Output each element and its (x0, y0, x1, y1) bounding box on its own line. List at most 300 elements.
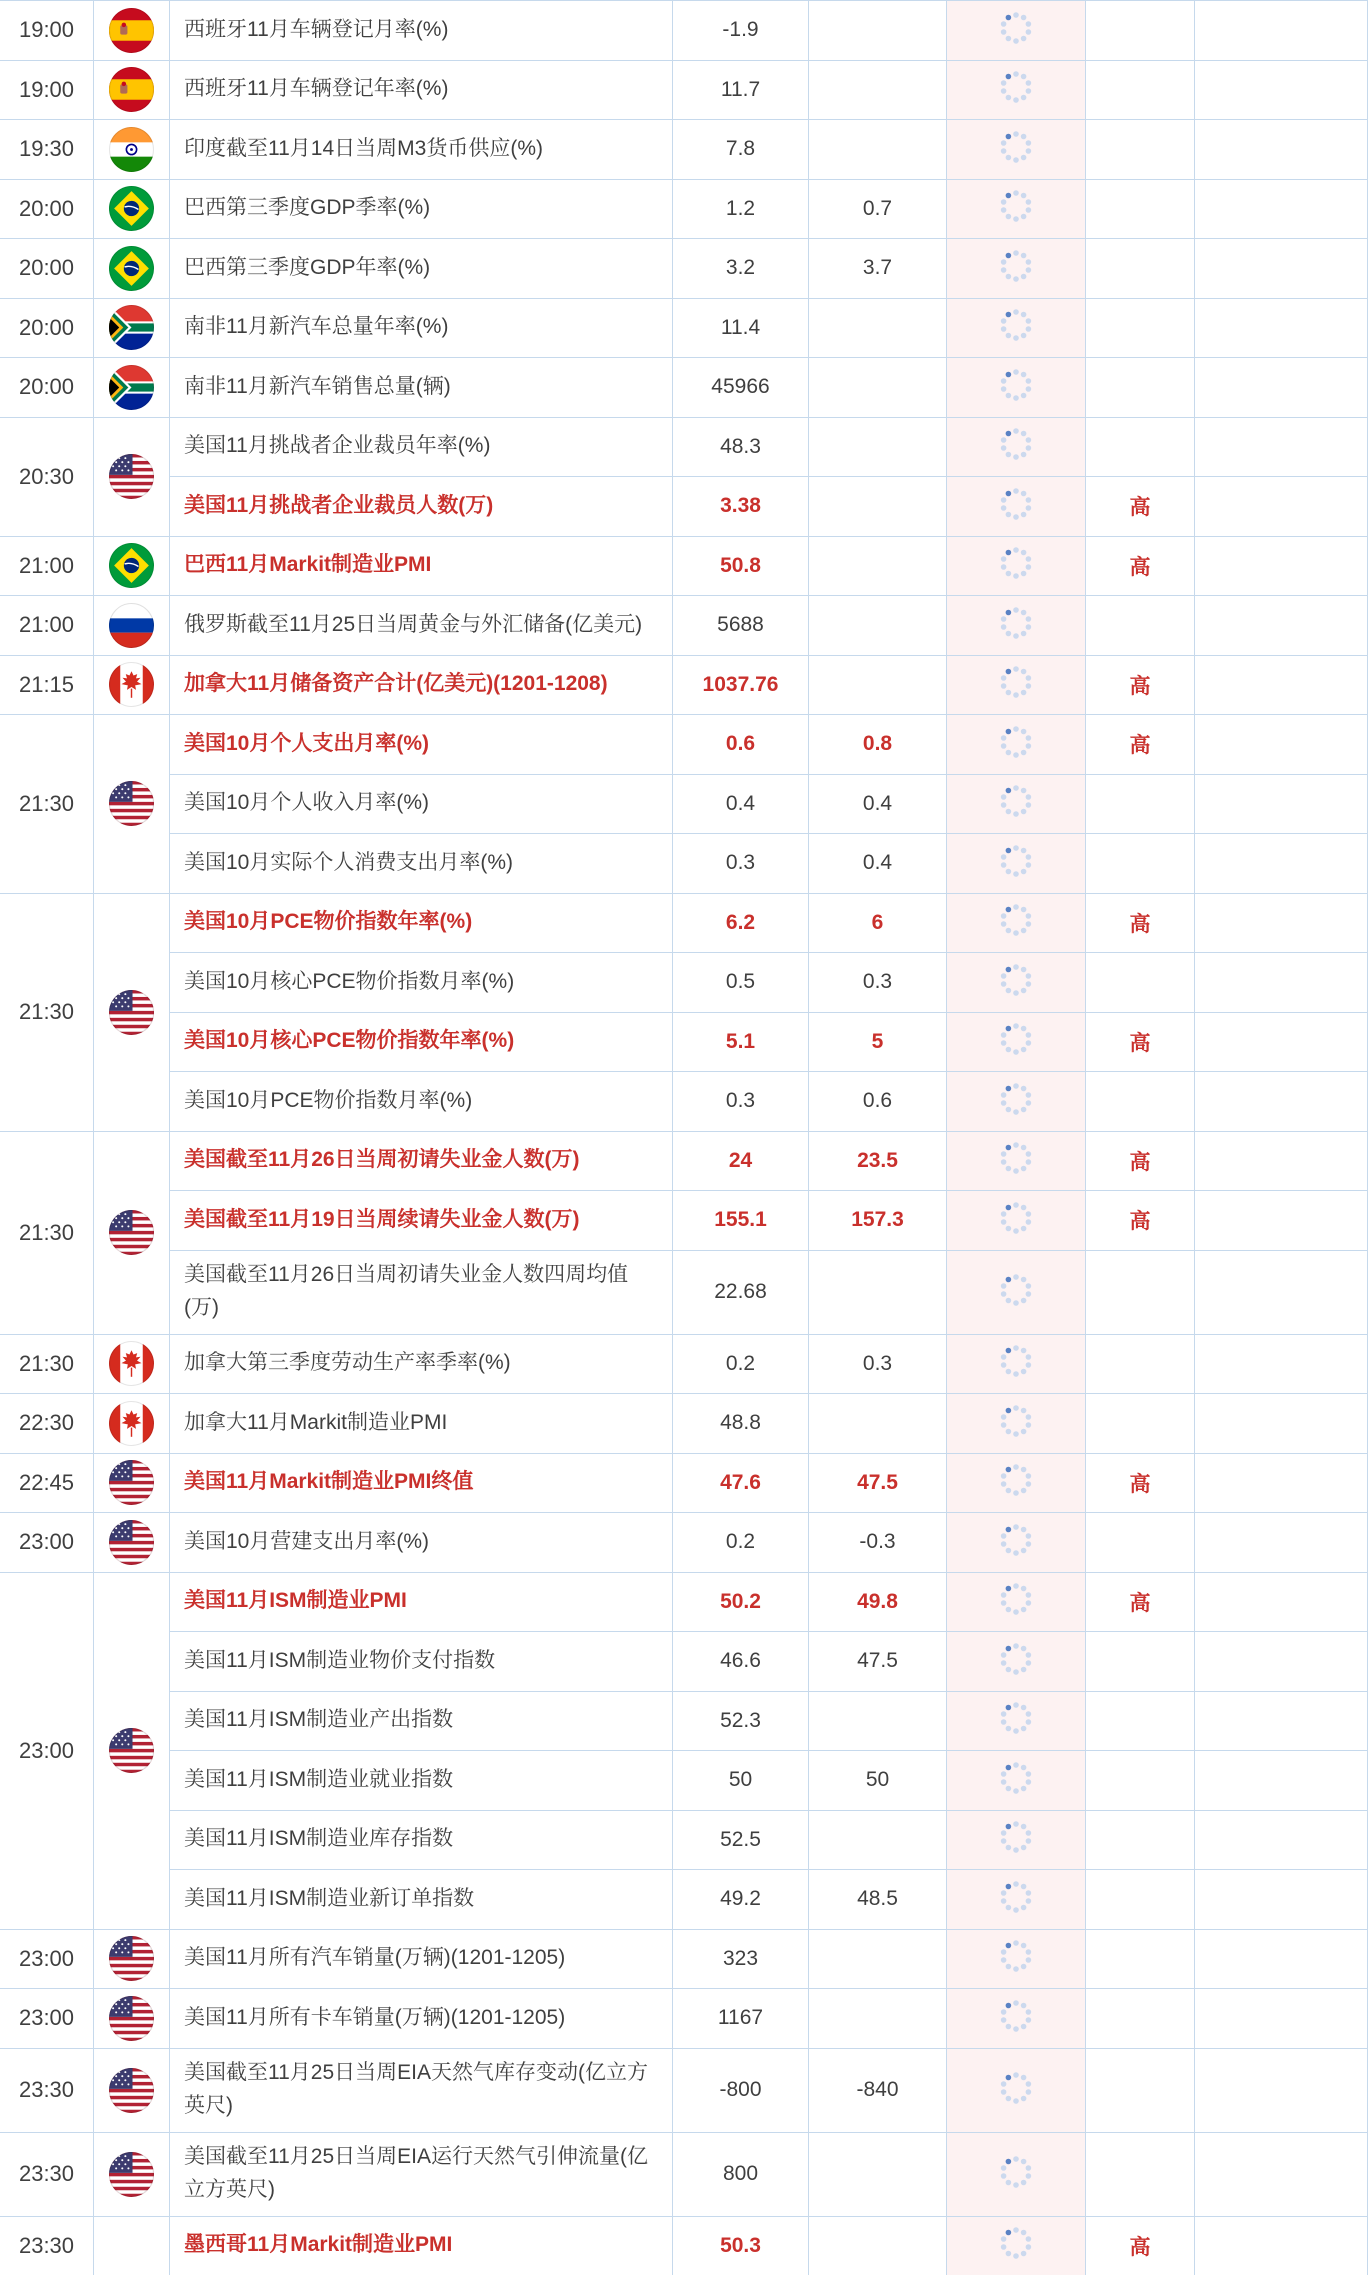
event-rows (169, 1335, 1368, 1394)
loading-spinner-icon (996, 1698, 1036, 1743)
event-name (170, 1870, 672, 1929)
actual-value (672, 596, 808, 655)
event-name-text: 巴西11月Markit制造业PMI (184, 549, 431, 582)
event-rows (169, 1132, 1368, 1334)
event-row (170, 2133, 1368, 2216)
event-rows (169, 61, 1368, 120)
loading-spinner-icon (996, 781, 1036, 826)
event-rows (169, 1989, 1368, 2048)
event-group (0, 2216, 1368, 2275)
spinner-cell (946, 1013, 1085, 1072)
spinner-cell (946, 537, 1085, 596)
event-name-text: 美国10月核心PCE物价指数月率(%) (184, 966, 514, 999)
actual-value-text: 11.7 (721, 78, 760, 102)
event-name (170, 180, 672, 239)
importance-cell (1085, 1191, 1194, 1250)
forecast-value-text: 0.4 (863, 792, 892, 816)
event-name-text: 加拿大11月Markit制造业PMI (184, 1407, 447, 1440)
actual-value-text: 5.1 (726, 1030, 755, 1054)
event-row (170, 1631, 1368, 1691)
actual-value (672, 2217, 808, 2275)
forecast-value (808, 1930, 946, 1989)
event-name-text: 西班牙11月车辆登记年率(%) (184, 73, 448, 106)
event-group (0, 595, 1368, 655)
importance-cell (1085, 1013, 1194, 1072)
event-group (0, 1393, 1368, 1453)
actual-value (672, 1632, 808, 1691)
forecast-value (808, 1072, 946, 1131)
event-rows (169, 894, 1368, 1131)
event-row (170, 1012, 1368, 1072)
time-cell: 22:30 (0, 1394, 93, 1453)
time-cell: 19:00 (0, 1, 93, 60)
event-row (170, 952, 1368, 1012)
forecast-value (808, 1751, 946, 1810)
forecast-value (808, 1, 946, 60)
actual-value (672, 894, 808, 953)
forecast-value (808, 656, 946, 715)
loading-spinner-icon (996, 1996, 1036, 2041)
actual-value (672, 1394, 808, 1453)
event-name (170, 715, 672, 774)
trailing-cell (1194, 1072, 1368, 1131)
event-name-text: 美国11月ISM制造业物价支付指数 (184, 1645, 495, 1678)
forecast-value (808, 358, 946, 417)
event-rows (169, 1573, 1368, 1929)
event-group (0, 536, 1368, 596)
event-name (170, 418, 672, 477)
flag-icon-brazil (109, 543, 154, 588)
importance-cell (1085, 180, 1194, 239)
event-rows (169, 299, 1368, 358)
loading-spinner-icon (996, 1460, 1036, 1505)
loading-spinner-icon (996, 900, 1036, 945)
event-group (0, 1988, 1368, 2048)
actual-value-text: 48.3 (720, 435, 761, 459)
event-name-text: 美国11月ISM制造业新订单指数 (184, 1883, 474, 1916)
time-cell: 20:00 (0, 239, 93, 298)
event-row (170, 1454, 1368, 1513)
forecast-value-text: 23.5 (857, 1149, 898, 1173)
forecast-value-text: 6 (872, 911, 884, 935)
forecast-value-text: 0.6 (863, 1089, 892, 1113)
trailing-cell (1194, 775, 1368, 834)
event-row (170, 1691, 1368, 1751)
event-name (170, 239, 672, 298)
flag-cell (93, 120, 169, 179)
forecast-value (808, 477, 946, 536)
event-name (170, 358, 672, 417)
flag-cell (93, 1989, 169, 2048)
forecast-value-text: 47.5 (857, 1649, 898, 1673)
event-name-text: 美国10月PCE物价指数年率(%) (184, 906, 472, 939)
actual-value-text: 47.6 (720, 1471, 761, 1495)
actual-value-text: 50.8 (720, 554, 761, 578)
importance-badge: 高 (1130, 2231, 1151, 2261)
actual-value-text: 1167 (718, 2006, 763, 2030)
actual-value-text: 323 (723, 1947, 758, 1971)
loading-spinner-icon (996, 424, 1036, 469)
actual-value (672, 715, 808, 774)
spinner-cell (946, 894, 1085, 953)
trailing-cell (1194, 2133, 1368, 2216)
flag-icon-us (109, 2068, 154, 2113)
loading-spinner-icon (996, 1138, 1036, 1183)
forecast-value (808, 299, 946, 358)
event-name (170, 1573, 672, 1632)
actual-value-text: 0.5 (726, 970, 755, 994)
flag-cell (93, 1335, 169, 1394)
actual-value-text: -800 (719, 2078, 761, 2102)
forecast-value-text: 0.3 (863, 970, 892, 994)
actual-value (672, 775, 808, 834)
importance-badge: 高 (1130, 1027, 1151, 1057)
event-name-text: 美国11月ISM制造业PMI (184, 1585, 407, 1618)
flag-cell (93, 656, 169, 715)
event-row (170, 1869, 1368, 1929)
loading-spinner-icon (996, 2152, 1036, 2197)
event-group (0, 893, 1368, 1131)
importance-cell (1085, 834, 1194, 893)
flag-icon-us (109, 1520, 154, 1565)
event-rows (169, 2049, 1368, 2132)
importance-cell (1085, 1, 1194, 60)
event-row (170, 120, 1368, 179)
actual-value (672, 1513, 808, 1572)
flag-cell (93, 2133, 169, 2216)
actual-value-text: 3.2 (726, 256, 755, 280)
actual-value-text: 50.3 (720, 2234, 761, 2258)
time-cell: 21:15 (0, 656, 93, 715)
event-name-text: 印度截至11月14日当周M3货币供应(%) (184, 133, 543, 166)
event-row (170, 61, 1368, 120)
spinner-cell (946, 1513, 1085, 1572)
spinner-cell (946, 1, 1085, 60)
importance-cell (1085, 1811, 1194, 1870)
flag-cell (93, 239, 169, 298)
trailing-cell (1194, 596, 1368, 655)
importance-cell (1085, 1930, 1194, 1989)
importance-cell (1085, 1692, 1194, 1751)
importance-cell (1085, 775, 1194, 834)
forecast-value-text: 0.7 (863, 197, 892, 221)
actual-value-text: 0.6 (726, 732, 755, 756)
importance-cell (1085, 299, 1194, 358)
loading-spinner-icon (996, 1758, 1036, 1803)
spinner-cell (946, 239, 1085, 298)
forecast-value (808, 1573, 946, 1632)
event-name-text: 美国11月所有卡车销量(万辆)(1201-1205) (184, 2002, 565, 2035)
importance-badge: 高 (1130, 491, 1151, 521)
event-name (170, 1191, 672, 1250)
forecast-value-text: -0.3 (859, 1530, 895, 1554)
trailing-cell (1194, 537, 1368, 596)
forecast-value (808, 1811, 946, 1870)
event-row (170, 833, 1368, 893)
time-cell: 19:00 (0, 61, 93, 120)
flag-cell (93, 299, 169, 358)
importance-cell (1085, 61, 1194, 120)
actual-value-text: 50 (729, 1768, 752, 1792)
importance-cell (1085, 2217, 1194, 2275)
flag-cell (93, 1394, 169, 1453)
forecast-value (808, 2133, 946, 2216)
importance-cell (1085, 120, 1194, 179)
event-row (170, 1250, 1368, 1334)
event-name-text: 美国截至11月25日当周EIA天然气库存变动(亿立方英尺) (184, 2057, 658, 2122)
event-group (0, 60, 1368, 120)
time-cell: 23:30 (0, 2133, 93, 2216)
time-cell: 23:00 (0, 1573, 93, 1929)
event-row (170, 656, 1368, 715)
importance-cell (1085, 1870, 1194, 1929)
spinner-cell (946, 834, 1085, 893)
trailing-cell (1194, 1013, 1368, 1072)
event-rows (169, 2133, 1368, 2216)
forecast-value-text: 50 (866, 1768, 889, 1792)
time-cell: 21:30 (0, 894, 93, 1131)
trailing-cell (1194, 1132, 1368, 1191)
flag-icon-brazil (109, 186, 154, 231)
time-cell: 23:30 (0, 2217, 93, 2275)
actual-value-text: 22.68 (714, 1280, 767, 1304)
loading-spinner-icon (996, 1401, 1036, 1446)
actual-value (672, 953, 808, 1012)
importance-cell (1085, 1072, 1194, 1131)
forecast-value-text: 3.7 (863, 256, 892, 280)
time-cell: 21:00 (0, 596, 93, 655)
spinner-cell (946, 1811, 1085, 1870)
loading-spinner-icon (996, 2223, 1036, 2268)
event-name-text: 巴西第三季度GDP季率(%) (184, 192, 430, 225)
flag-icon-india (109, 127, 154, 172)
actual-value (672, 477, 808, 536)
event-row (170, 1513, 1368, 1572)
importance-cell (1085, 1632, 1194, 1691)
spinner-cell (946, 1394, 1085, 1453)
event-group (0, 2132, 1368, 2216)
event-row (170, 1190, 1368, 1250)
event-name (170, 120, 672, 179)
spinner-cell (946, 1335, 1085, 1394)
importance-badge: 高 (1130, 908, 1151, 938)
event-name (170, 1989, 672, 2048)
loading-spinner-icon (996, 841, 1036, 886)
event-group (0, 0, 1368, 60)
event-rows (169, 656, 1368, 715)
event-group (0, 1572, 1368, 1929)
forecast-value-text: 47.5 (857, 1471, 898, 1495)
importance-cell (1085, 596, 1194, 655)
importance-cell (1085, 2049, 1194, 2132)
spinner-cell (946, 1692, 1085, 1751)
event-row (170, 2049, 1368, 2132)
flag-cell (93, 715, 169, 893)
actual-value (672, 1132, 808, 1191)
importance-cell (1085, 1394, 1194, 1453)
event-rows (169, 120, 1368, 179)
loading-spinner-icon (996, 722, 1036, 767)
actual-value-text: 24 (729, 1149, 752, 1173)
flag-icon-us (109, 454, 154, 499)
flag-icon-us (109, 1460, 154, 1505)
event-name-text: 美国11月挑战者企业裁员人数(万) (184, 490, 493, 523)
loading-spinner-icon (996, 1079, 1036, 1124)
actual-value (672, 1989, 808, 2048)
flag-cell (93, 1930, 169, 1989)
loading-spinner-icon (996, 127, 1036, 172)
importance-cell (1085, 1989, 1194, 2048)
trailing-cell (1194, 1692, 1368, 1751)
time-cell: 21:30 (0, 1132, 93, 1334)
event-row (170, 1071, 1368, 1131)
trailing-cell (1194, 1930, 1368, 1989)
spinner-cell (946, 1132, 1085, 1191)
spinner-cell (946, 418, 1085, 477)
event-name (170, 775, 672, 834)
trailing-cell (1194, 1573, 1368, 1632)
importance-cell (1085, 537, 1194, 596)
actual-value-text: 1037.76 (703, 673, 779, 697)
event-row (170, 1, 1368, 60)
actual-value (672, 418, 808, 477)
spinner-cell (946, 180, 1085, 239)
loading-spinner-icon (996, 1817, 1036, 1862)
forecast-value (808, 180, 946, 239)
actual-value (672, 834, 808, 893)
forecast-value (808, 1251, 946, 1334)
trailing-cell (1194, 715, 1368, 774)
event-name (170, 1394, 672, 1453)
importance-badge: 高 (1130, 1468, 1151, 1498)
event-name (170, 953, 672, 1012)
spinner-cell (946, 1251, 1085, 1334)
event-name-text: 美国截至11月19日当周续请失业金人数(万) (184, 1204, 580, 1237)
forecast-value (808, 418, 946, 477)
actual-value-text: 0.4 (726, 792, 755, 816)
loading-spinner-icon (996, 1198, 1036, 1243)
time-cell: 21:00 (0, 537, 93, 596)
flag-icon-us (109, 1210, 154, 1255)
event-rows (169, 180, 1368, 239)
event-row (170, 715, 1368, 774)
actual-value-text: 52.3 (720, 1709, 761, 1733)
importance-badge: 高 (1130, 729, 1151, 759)
event-name (170, 2217, 672, 2275)
event-row (170, 299, 1368, 358)
forecast-value (808, 1870, 946, 1929)
event-rows (169, 418, 1368, 536)
spinner-cell (946, 1989, 1085, 2048)
actual-value-text: 6.2 (726, 911, 755, 935)
loading-spinner-icon (996, 1579, 1036, 1624)
event-row (170, 1810, 1368, 1870)
trailing-cell (1194, 299, 1368, 358)
event-name-text: 南非11月新汽车销售总量(辆) (184, 371, 451, 404)
importance-cell (1085, 1454, 1194, 1513)
time-cell: 23:00 (0, 1989, 93, 2048)
event-name (170, 1930, 672, 1989)
actual-value (672, 61, 808, 120)
actual-value (672, 120, 808, 179)
loading-spinner-icon (996, 1877, 1036, 1922)
flag-cell (93, 537, 169, 596)
flag-icon-brazil (109, 246, 154, 291)
forecast-value (808, 2217, 946, 2275)
actual-value (672, 1751, 808, 1810)
event-name (170, 299, 672, 358)
event-rows (169, 596, 1368, 655)
loading-spinner-icon (996, 960, 1036, 1005)
actual-value-text: 155.1 (714, 1208, 767, 1232)
spinner-cell (946, 2049, 1085, 2132)
flag-cell (93, 596, 169, 655)
flag-cell (93, 1454, 169, 1513)
spinner-cell (946, 1191, 1085, 1250)
flag-icon-canada (109, 1341, 154, 1386)
event-group (0, 655, 1368, 715)
loading-spinner-icon (996, 1936, 1036, 1981)
event-rows (169, 1513, 1368, 1572)
event-rows (169, 537, 1368, 596)
event-group (0, 357, 1368, 417)
actual-value-text: 0.3 (726, 1089, 755, 1113)
trailing-cell (1194, 2049, 1368, 2132)
event-group (0, 1453, 1368, 1513)
loading-spinner-icon (996, 603, 1036, 648)
importance-badge: 高 (1130, 551, 1151, 581)
trailing-cell (1194, 239, 1368, 298)
flag-cell (93, 1, 169, 60)
actual-value-text: 11.4 (721, 316, 760, 340)
forecast-value (808, 834, 946, 893)
loading-spinner-icon (996, 246, 1036, 291)
event-group (0, 1334, 1368, 1394)
actual-value (672, 1930, 808, 1989)
event-rows (169, 2217, 1368, 2275)
forecast-value-text: 49.8 (857, 1590, 898, 1614)
spinner-cell (946, 715, 1085, 774)
flag-icon-us (109, 781, 154, 826)
event-name (170, 596, 672, 655)
forecast-value (808, 1454, 946, 1513)
forecast-value-text: 5 (872, 1030, 884, 1054)
forecast-value (808, 120, 946, 179)
flag-icon-us (109, 2152, 154, 2197)
event-name (170, 2049, 672, 2132)
trailing-cell (1194, 1513, 1368, 1572)
flag-cell (93, 61, 169, 120)
event-row (170, 596, 1368, 655)
actual-value (672, 180, 808, 239)
spinner-cell (946, 2133, 1085, 2216)
actual-value (672, 1335, 808, 1394)
importance-cell (1085, 715, 1194, 774)
event-name (170, 834, 672, 893)
event-group (0, 119, 1368, 179)
forecast-value (808, 239, 946, 298)
flag-icon-russia (109, 603, 154, 648)
event-row (170, 1989, 1368, 2048)
trailing-cell (1194, 477, 1368, 536)
actual-value-text: 46.6 (720, 1649, 761, 1673)
forecast-value (808, 2049, 946, 2132)
spinner-cell (946, 656, 1085, 715)
trailing-cell (1194, 61, 1368, 120)
actual-value-text: 48.8 (720, 1411, 761, 1435)
event-name (170, 656, 672, 715)
forecast-value (808, 1132, 946, 1191)
